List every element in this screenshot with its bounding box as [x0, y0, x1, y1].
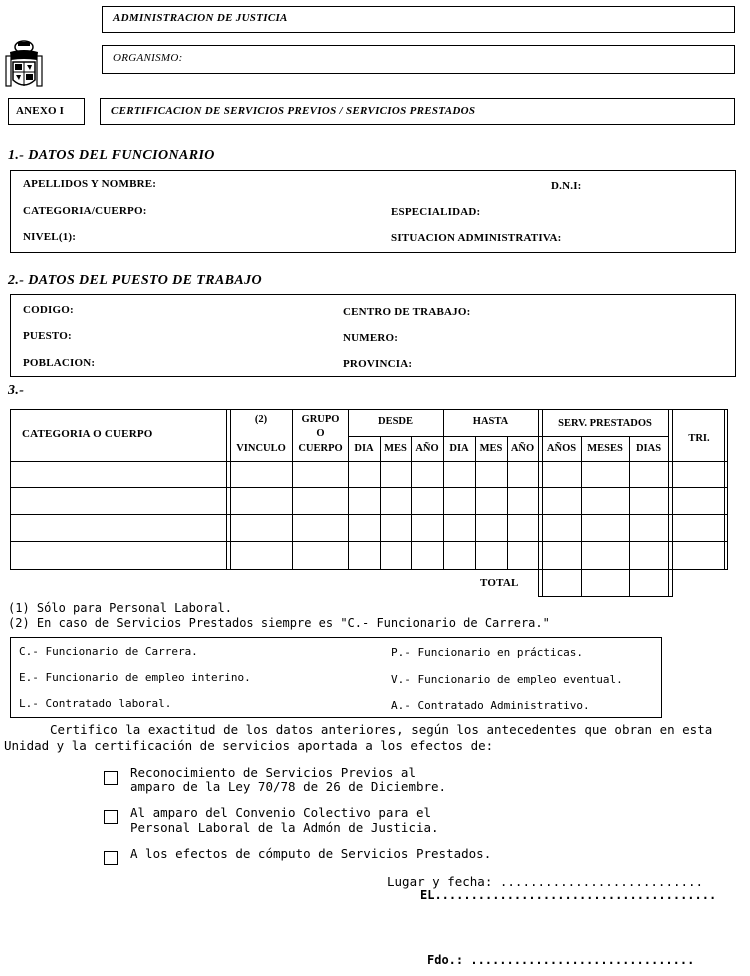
total-label: TOTAL [480, 577, 519, 589]
total-col-line [629, 570, 630, 596]
code-a: A.- Contratado Administrativo. [391, 699, 590, 712]
certifico-line-1: Certifico la exactitud de los datos anteriores, según los antecedentes que obran en esta [50, 722, 713, 737]
lugar-fecha-field[interactable]: Lugar y fecha: ........................... [387, 874, 704, 889]
apellidos-label: APELLIDOS Y NOMBRE: [23, 178, 157, 190]
option-1-line-1: Reconocimiento de Servicios Previos al [130, 765, 416, 780]
table-header-bottom [10, 461, 728, 462]
col-categoria-header: CATEGORIA O CUERPO [22, 428, 153, 440]
organismo-box [102, 45, 735, 74]
table-row-line [10, 541, 728, 542]
total-frame-left-double [542, 570, 543, 596]
codigo-label: CODIGO: [23, 304, 74, 316]
option-3-line-1: A los efectos de cómputo de Servicios Prestados. [130, 846, 492, 861]
col-desde-header: DESDE [377, 416, 413, 427]
table-row-line [10, 487, 728, 488]
col-hasta-header: HASTA [472, 416, 509, 427]
anexo-label: ANEXO I [16, 105, 65, 117]
serv-dias-header: DIAS [635, 443, 662, 454]
section1-title: 1.- DATOS DEL FUNCIONARIO [8, 148, 215, 163]
desde-dia-header: DIA [354, 443, 374, 454]
option-2-line-1: Al amparo del Convenio Colectivo para el [130, 805, 432, 820]
col-grupo-header-3: CUERPO [298, 443, 343, 454]
col-grupo-header-1: GRUPO [301, 414, 340, 425]
col-grupo-header-2: O [316, 428, 325, 439]
desde-mes-header: MES [384, 443, 407, 454]
serv-anios-header: AÑOS [546, 443, 577, 454]
section3-title: 3.- [8, 383, 25, 398]
code-p: P.- Funcionario en prácticas. [391, 646, 584, 659]
table-subheader-line [348, 436, 668, 437]
option-3-checkbox[interactable] [104, 851, 118, 865]
col-vinculo-header: VINCULO [236, 443, 286, 454]
total-frame-right-double [672, 570, 673, 596]
col-line-double [542, 409, 543, 570]
codes-box [10, 637, 662, 718]
puesto-box [10, 294, 736, 377]
poblacion-label: POBLACION: [23, 357, 96, 369]
col-line [629, 436, 630, 570]
total-frame-left [538, 570, 539, 596]
option-1-checkbox[interactable] [104, 771, 118, 785]
coat-of-arms-emblem [4, 38, 44, 92]
code-e: E.- Funcionario de empleo interino. [19, 671, 251, 684]
option-2-line-2: Personal Laboral de la Admón de Justicia. [130, 820, 439, 835]
note-2: (2) En caso de Servicios Prestados siempre es "C.- Funcionario de Carrera." [8, 616, 550, 630]
code-v: V.- Funcionario de empleo eventual. [391, 673, 623, 686]
col-tri-header: TRI. [688, 433, 710, 444]
col-line [475, 436, 476, 570]
table-row-line [10, 514, 728, 515]
organismo-label: ORGANISMO: [113, 52, 183, 64]
cert-title: CERTIFICACION DE SERVICIOS PREVIOS / SERVICIOS PRESTADOS [111, 105, 476, 117]
hasta-dia-header: DIA [449, 443, 469, 454]
puesto-label: PUESTO: [23, 330, 72, 342]
col-line [581, 436, 582, 570]
col-vinculo-note: (2) [254, 414, 268, 425]
option-1-line-2: amparo de la Ley 70/78 de 26 de Diciembre. [130, 779, 447, 794]
fdo-field[interactable]: Fdo.: ............................... [427, 953, 695, 967]
administracion-title: ADMINISTRACION DE JUSTICIA [113, 12, 288, 24]
anexo-box [8, 98, 85, 125]
total-frame-right [668, 570, 669, 596]
section2-title: 2.- DATOS DEL PUESTO DE TRABAJO [8, 273, 263, 288]
cert-title-box [100, 98, 735, 125]
el-field[interactable]: EL....................................... [420, 888, 717, 902]
numero-label: NUMERO: [343, 332, 399, 344]
dni-label: D.N.I: [551, 180, 582, 192]
administracion-box [102, 6, 735, 33]
note-1: (1) Sólo para Personal Laboral. [8, 601, 232, 615]
hasta-mes-header: MES [479, 443, 503, 454]
col-line [226, 409, 227, 570]
hasta-anio-header: AÑO [510, 443, 535, 454]
option-2-checkbox[interactable] [104, 810, 118, 824]
col-line [443, 409, 444, 570]
col-line [668, 409, 669, 570]
code-l: L.- Contratado laboral. [19, 697, 172, 710]
col-line [380, 436, 381, 570]
serv-meses-header: MESES [587, 443, 623, 454]
especialidad-label: ESPECIALIDAD: [391, 206, 481, 218]
col-line [507, 436, 508, 570]
col-serv-header: SERV. PRESTADOS [558, 418, 652, 429]
total-frame-bottom [538, 596, 673, 597]
col-line [538, 409, 539, 570]
funcionario-box [10, 170, 736, 253]
col-line [348, 409, 349, 570]
nivel-label: NIVEL(1): [23, 231, 77, 243]
categoria-label: CATEGORIA/CUERPO: [23, 205, 147, 217]
centro-label: CENTRO DE TRABAJO: [343, 306, 471, 318]
code-c: C.- Funcionario de Carrera. [19, 645, 198, 658]
desde-anio-header: AÑO [415, 443, 439, 454]
col-line-double [230, 409, 231, 570]
situacion-label: SITUACION ADMINISTRATIVA: [391, 232, 562, 244]
col-line [411, 436, 412, 570]
certifico-line-2: Unidad y la certificación de servicios aportada a los efectos de: [4, 738, 494, 753]
total-col-line [581, 570, 582, 596]
provincia-label: PROVINCIA: [343, 358, 413, 370]
